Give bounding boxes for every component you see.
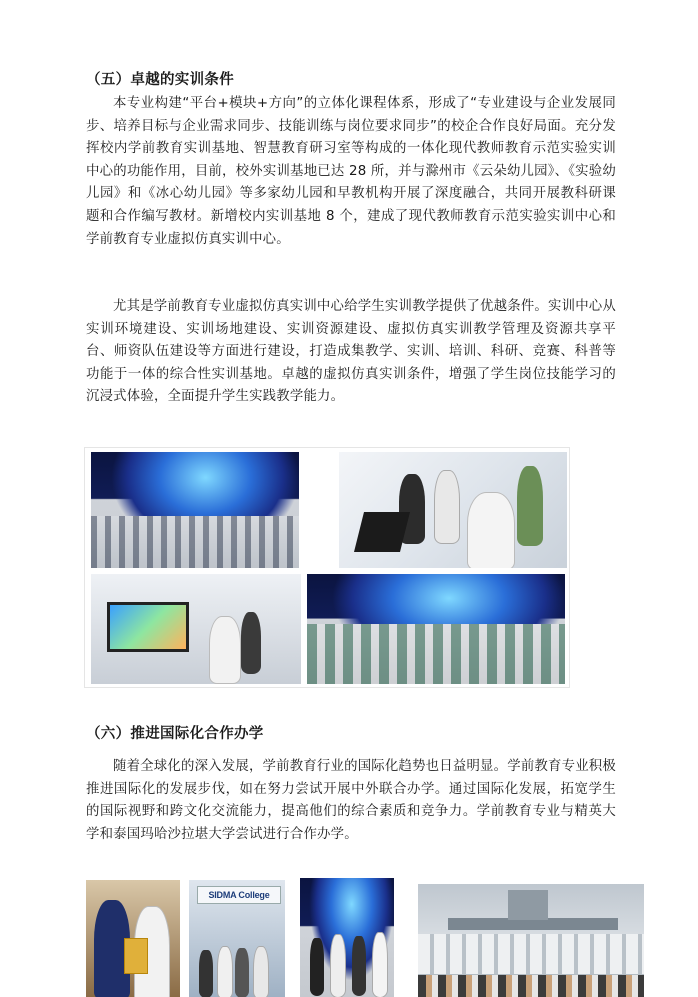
training-center-photo-collage (84, 447, 570, 688)
paragraph-virtual-simulation-center: 尤其是学前教育专业虚拟仿真实训中心给学生实训教学提供了优越条件。实训中心从实训环境建设、实训场地建设、实训资源建设、虚拟仿真实训教学管理及资源共享平台、师资队伍建设等方面进行建设，打造成集教学、实训、培训、科研、竞赛、科普等功能于一体的综合性实训基地。卓越的虚拟仿真实训条件，增强了学生岗位技能学习的沉浸式体验，全面提升学生实践教学能力。 (86, 299, 616, 405)
paragraph-international-cooperation: 随着全球化的深入发展，学前教育行业的国际化趋势也日益明显。学前教育专业积极推进国际化的发展步伐，如在努力尝试开展中外联合办学。通过国际化发展，拓宽学生的国际视野和跨文化交流能力，提高他们的综合素质和竞争力。学前教育专业与精英大学和泰国玛哈沙拉堪大学尝试进行合作办学。 (86, 759, 616, 842)
vr-lab-photo (339, 452, 567, 568)
college-sign-text: SIDMA College (208, 890, 270, 900)
signing-ceremony-photo (86, 880, 180, 997)
smart-board-classroom-photo (91, 574, 301, 684)
sidma-college-visit-photo (189, 880, 285, 997)
vr-center-visit-photo (300, 878, 394, 997)
students-vr-hall-photo (307, 574, 565, 684)
university-campus-photo (418, 884, 644, 997)
section-title-international-cooperation: （六）推进国际化合作办学 (86, 726, 264, 742)
paragraph-training-system: 本专业构建“平台+模块+方向”的立体化课程体系，形成了“专业建设与企业发展同步、培养目标与企业需求同步、技能训练与岗位要求同步”的校企合作良好局面。充分发挥校内学前教育实训基地、智慧教育研习室等构成的一体化现代教师教育示范实验实训中心的功能作用，目前，校外实训基地已达 28 所，并与滁州市《云朵幼儿园》、《实验幼儿园》和《冰心幼儿园》等多家幼儿园和早教机构开展了深度融合，共同开展教科研课题和合作编写教材。新增校内实训基地 8 个，建成了现代教师教育示范实验实训中心和学前教育专业虚拟仿真实训中心。 (86, 96, 616, 247)
section-title-training-conditions: （五）卓越的实训条件 (86, 72, 234, 88)
lecture-hall-photo (91, 452, 299, 568)
